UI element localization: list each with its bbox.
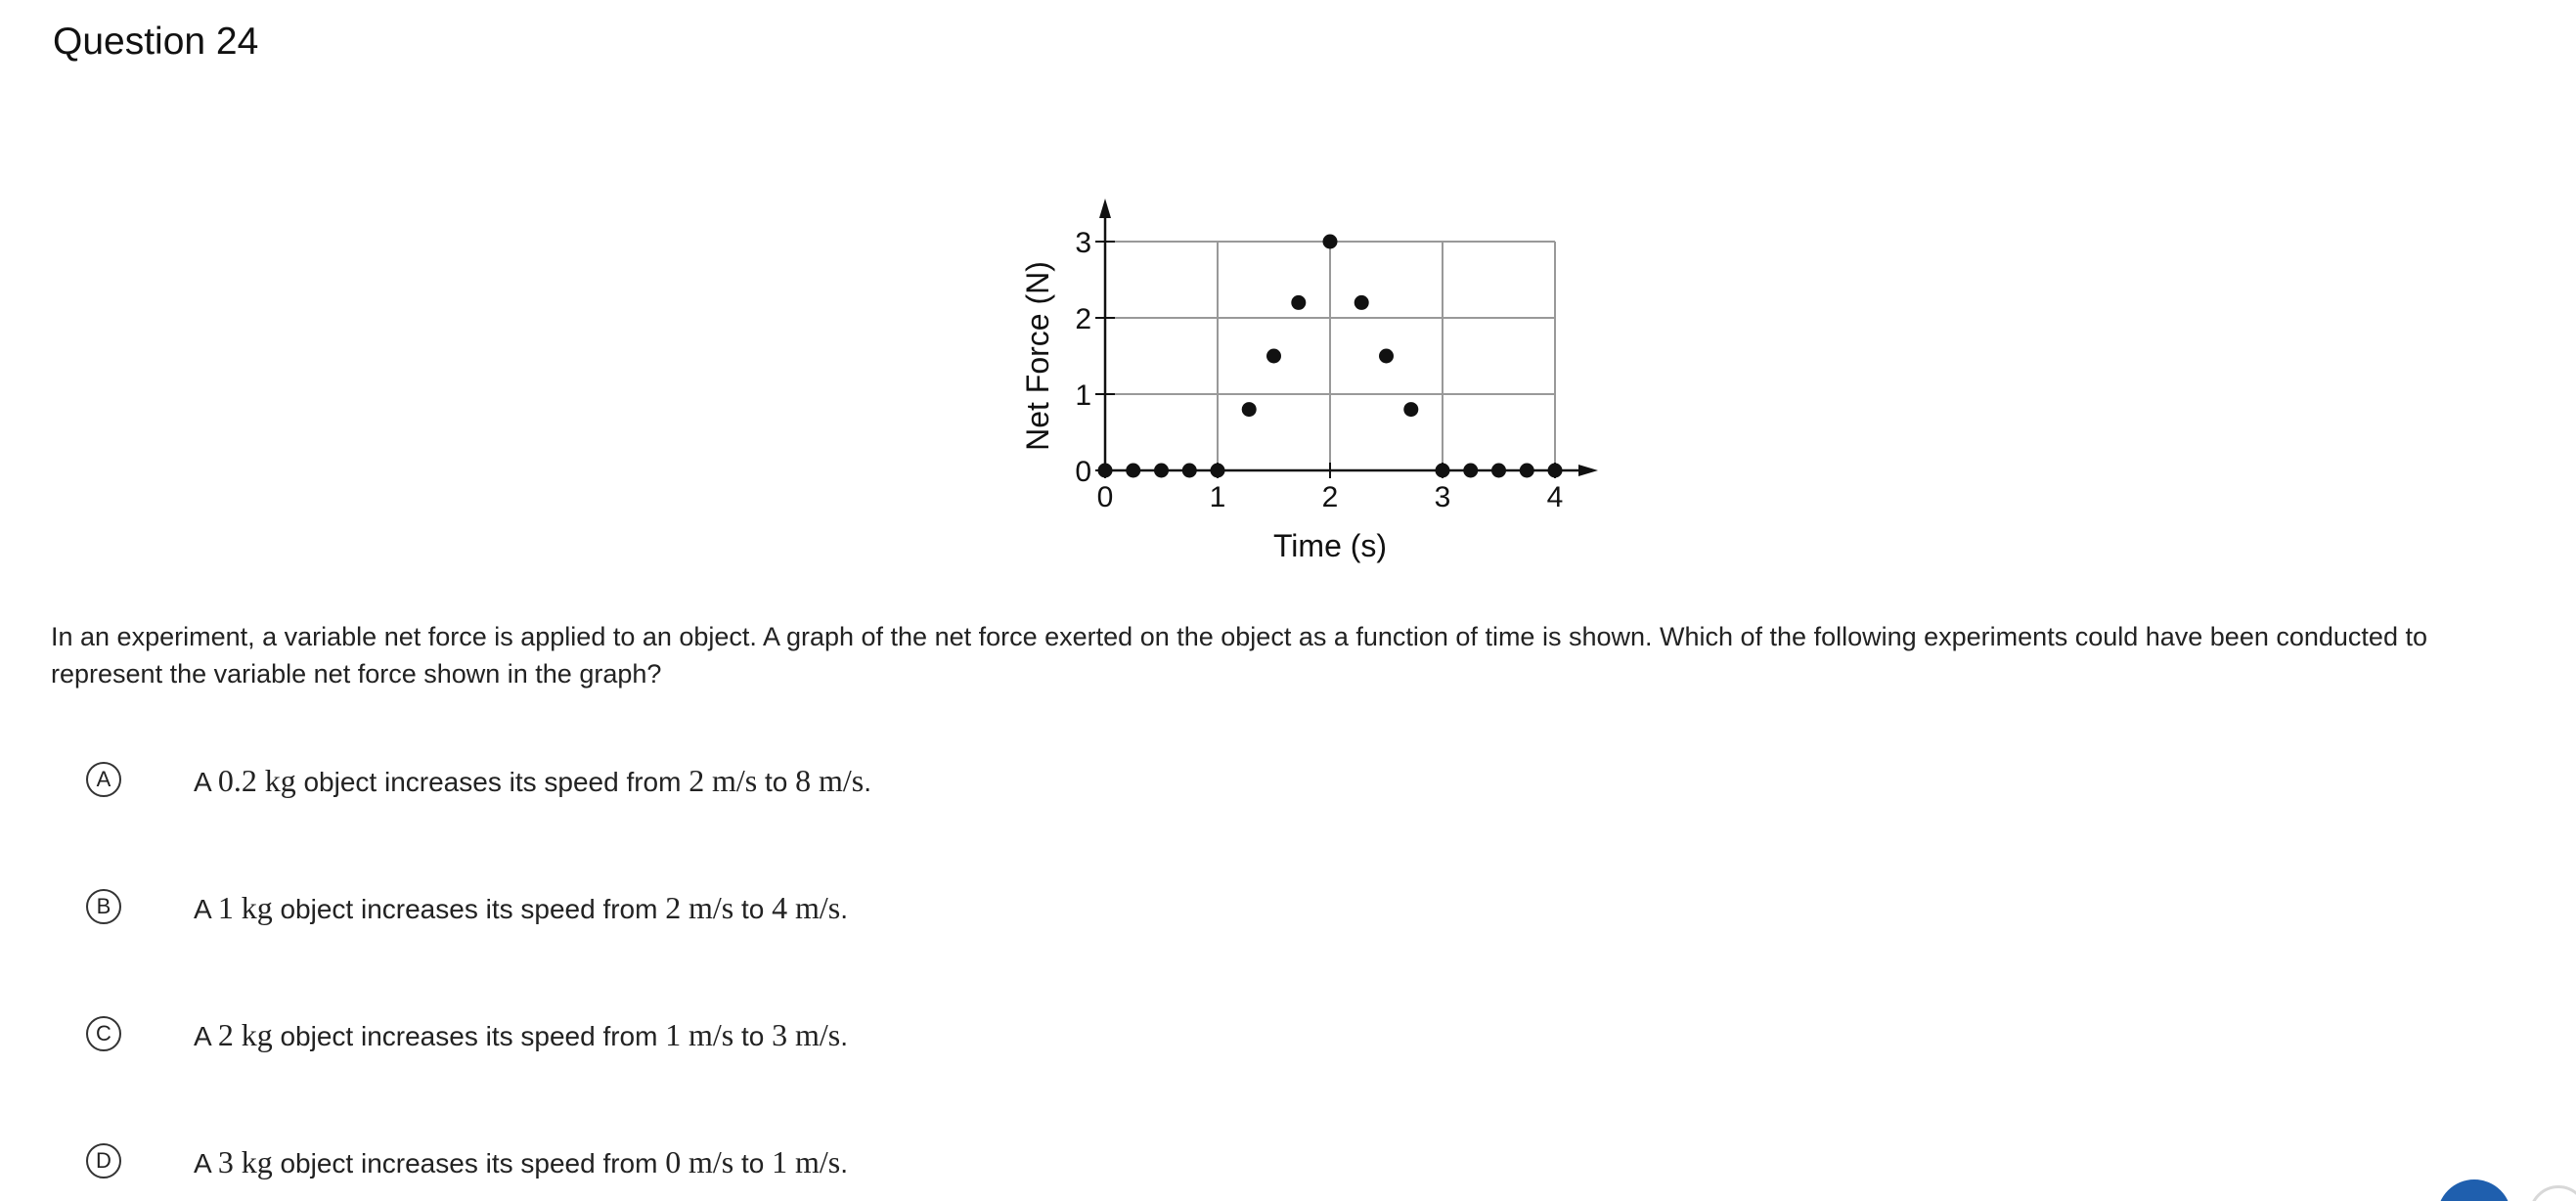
option-c-v2-unit: m/s [794, 1017, 841, 1052]
option-text-c[interactable] [194, 1015, 848, 1056]
option-a-v2-unit: m/s [818, 763, 865, 798]
x-axis-arrow [1578, 465, 1598, 476]
x-tick-label-4: 4 [1546, 481, 1564, 513]
option-d-v1: 0 [665, 1144, 682, 1179]
y-tick-label-2: 2 [1075, 303, 1091, 335]
option-d-v2: 1 [772, 1144, 788, 1179]
data-point-9 [1323, 235, 1338, 249]
option-b-v2-unit: m/s [794, 890, 841, 925]
option-d-to: to [741, 1148, 765, 1179]
option-letter-c[interactable]: C [86, 1016, 121, 1051]
option-b-end: . [840, 894, 848, 924]
data-point-11 [1379, 349, 1394, 364]
data-point-12 [1403, 402, 1418, 417]
data-point-1 [1098, 464, 1113, 478]
y-tick-label-3: 3 [1075, 227, 1091, 259]
option-d-v1-unit: m/s [688, 1144, 734, 1179]
option-b-v2: 4 [772, 890, 788, 925]
option-a-v2: 8 [795, 763, 812, 798]
data-point-16 [1520, 464, 1534, 478]
option-b-to: to [741, 894, 765, 924]
question-title: Question 24 [53, 21, 259, 63]
data-point-8 [1291, 295, 1306, 310]
option-b-mass-unit: kg [241, 890, 273, 925]
option-a-v1: 2 [688, 763, 705, 798]
option-c-v1-unit: m/s [688, 1017, 734, 1052]
option-b-pre: A [194, 894, 211, 924]
net-force-graph [1007, 186, 1614, 577]
option-d-mid: object increases its speed from [280, 1148, 658, 1179]
option-c-end: . [840, 1021, 848, 1051]
option-d-mass-unit: kg [241, 1144, 273, 1179]
option-a-mid: object increases its speed from [303, 767, 682, 797]
data-point-15 [1491, 464, 1506, 478]
x-tick-label-3: 3 [1434, 481, 1451, 513]
option-d-v2-unit: m/s [794, 1144, 841, 1179]
question-stem: In an experiment, a variable net force is applied to an object. A graph of the net force exerted on the object as a function of time is shown. Which of the following experiments could have been conducted to represent the variable net force shown in the graph? [51, 622, 2427, 689]
floating-action-button[interactable] [2437, 1179, 2511, 1201]
option-b-mass: 1 [217, 890, 234, 925]
data-point-13 [1436, 464, 1450, 478]
option-a-to: to [765, 767, 788, 797]
option-c-mid: object increases its speed from [280, 1021, 658, 1051]
option-a-mass-unit: kg [264, 763, 296, 798]
option-a-end: . [864, 767, 871, 797]
data-point-3 [1154, 464, 1169, 478]
option-text-d[interactable] [194, 1142, 848, 1183]
x-tick-label-0: 0 [1096, 481, 1114, 513]
option-c-mass-unit: kg [241, 1017, 273, 1052]
y-tick-label-1: 1 [1075, 379, 1091, 412]
option-b-v1-unit: m/s [688, 890, 734, 925]
option-d-end: . [840, 1148, 848, 1179]
option-c-v1: 1 [665, 1017, 682, 1052]
option-a-pre: A [194, 767, 211, 797]
x-axis-label: Time (s) [1272, 528, 1388, 563]
data-point-2 [1126, 464, 1140, 478]
data-point-10 [1355, 295, 1369, 310]
option-b-v1: 2 [665, 890, 682, 925]
option-c[interactable] [84, 1005, 1551, 1064]
option-a-mass: 0.2 [217, 763, 257, 798]
data-point-4 [1182, 464, 1197, 478]
option-letter-d[interactable]: D [86, 1143, 121, 1179]
data-point-5 [1211, 464, 1225, 478]
data-point-6 [1242, 402, 1257, 417]
net-force-chart [1007, 186, 1614, 577]
option-letter-b[interactable]: B [86, 889, 121, 924]
data-point-17 [1548, 464, 1563, 478]
option-c-v2: 3 [772, 1017, 788, 1052]
x-tick-label-2: 2 [1321, 481, 1339, 513]
x-tick-label-1: 1 [1209, 481, 1226, 513]
option-d-pre: A [194, 1148, 211, 1179]
option-c-mass: 2 [217, 1017, 234, 1052]
data-point-7 [1266, 349, 1281, 364]
option-b-mid: object increases its speed from [280, 894, 658, 924]
y-axis-arrow [1099, 199, 1111, 218]
y-tick-label-0: 0 [1075, 456, 1091, 488]
option-d-mass: 3 [217, 1144, 234, 1179]
option-c-to: to [741, 1021, 765, 1051]
corner-widget-edge[interactable] [2529, 1185, 2576, 1201]
option-b[interactable] [84, 878, 1551, 937]
option-text-b[interactable] [194, 888, 848, 929]
option-c-pre: A [194, 1021, 211, 1051]
y-axis-label: Net Force (N) [1020, 261, 1055, 451]
option-text-a[interactable] [194, 761, 871, 802]
data-point-14 [1463, 464, 1478, 478]
option-letter-a[interactable]: A [86, 762, 121, 797]
option-a-v1-unit: m/s [712, 763, 758, 798]
option-a[interactable] [84, 751, 1551, 810]
option-d[interactable] [84, 1133, 1551, 1191]
